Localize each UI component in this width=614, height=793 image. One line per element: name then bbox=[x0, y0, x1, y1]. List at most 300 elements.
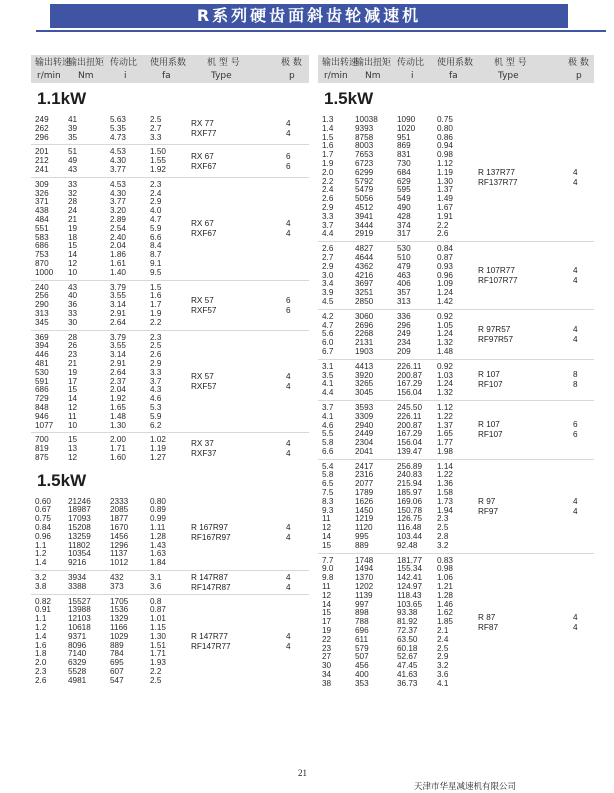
ratio-cell: 530 bbox=[397, 244, 411, 254]
ratio-cell: 3.77 bbox=[110, 197, 126, 207]
torque-cell: 10 bbox=[68, 420, 78, 430]
torque-cell: 5056 bbox=[355, 194, 374, 204]
ratio-cell: 60.18 bbox=[397, 643, 418, 653]
poles-line: 4 bbox=[573, 275, 578, 285]
torque-cell: 18 bbox=[68, 232, 78, 242]
ratio-cell: 2333 bbox=[110, 496, 129, 506]
model-type-line: RXF67 bbox=[191, 161, 217, 171]
speed-cell: 30 bbox=[322, 661, 332, 671]
poles-value bbox=[573, 168, 578, 188]
ratio-cell: 185.97 bbox=[397, 488, 423, 498]
torque-cell: 28 bbox=[68, 332, 78, 342]
ratio-cell: 695 bbox=[110, 658, 124, 668]
speed-cell: 15 bbox=[322, 540, 332, 550]
torque-cell: 39 bbox=[68, 123, 78, 133]
ratio-cell: 103.65 bbox=[397, 599, 423, 609]
model-type bbox=[478, 497, 498, 517]
speed-cell: 1.2 bbox=[35, 549, 47, 559]
factor-cell: 3.3 bbox=[150, 132, 162, 142]
torque-cell: 4512 bbox=[355, 202, 374, 212]
factor-cell: 1.11 bbox=[150, 523, 166, 533]
speed-cell: 0.75 bbox=[35, 514, 51, 524]
factor-cell: 2.1 bbox=[437, 626, 449, 636]
model-type bbox=[191, 523, 231, 543]
factor-cell: 1.42 bbox=[437, 296, 453, 306]
torque-cell: 5479 bbox=[355, 185, 374, 195]
header-poles: 极 数 bbox=[568, 58, 589, 68]
factor-cell: 3.7 bbox=[150, 376, 162, 386]
table-row bbox=[31, 166, 309, 175]
torque-cell: 30 bbox=[68, 317, 78, 327]
speed-cell: 212 bbox=[35, 156, 49, 166]
speed-cell: 2.6 bbox=[35, 675, 47, 685]
torque-cell: 4362 bbox=[355, 261, 374, 271]
factor-cell: 4.3 bbox=[150, 385, 162, 395]
ratio-cell: 406 bbox=[397, 279, 411, 289]
speed-cell: 3.7 bbox=[322, 402, 334, 412]
header-ratio: 传动比 bbox=[110, 58, 138, 68]
torque-cell: 12103 bbox=[68, 614, 91, 624]
poles-value bbox=[573, 613, 578, 633]
model-type-line: RX 37 bbox=[191, 439, 214, 449]
speed-cell: 1.3 bbox=[322, 115, 334, 124]
factor-cell: 9.1 bbox=[150, 258, 162, 268]
ratio-cell: 510 bbox=[397, 252, 411, 262]
torque-cell: 13 bbox=[68, 444, 78, 454]
ratio-cell: 124.97 bbox=[397, 582, 423, 592]
poles-line: 4 bbox=[286, 532, 291, 542]
factor-cell: 1.58 bbox=[437, 488, 453, 498]
torque-cell: 21 bbox=[68, 214, 78, 224]
ratio-cell: 730 bbox=[397, 158, 411, 168]
ratio-cell: 2.54 bbox=[110, 223, 126, 233]
model-group bbox=[31, 144, 309, 176]
factor-cell: 1.73 bbox=[437, 496, 453, 506]
factor-cell: 3.3 bbox=[150, 367, 162, 377]
speed-cell: 12 bbox=[322, 523, 332, 533]
factor-cell: 1.98 bbox=[437, 446, 453, 456]
table-row bbox=[318, 448, 594, 457]
poles-value bbox=[286, 372, 291, 392]
model-type bbox=[478, 370, 503, 390]
torque-cell: 2417 bbox=[355, 461, 374, 471]
speed-cell: 446 bbox=[35, 350, 49, 360]
factor-cell: 1.01 bbox=[150, 614, 166, 624]
ratio-cell: 1020 bbox=[397, 123, 416, 133]
speed-cell: 0.84 bbox=[35, 523, 51, 533]
ratio-cell: 2.64 bbox=[110, 317, 126, 327]
factor-cell: 2.9 bbox=[437, 652, 449, 662]
header-torque: 输出扭矩 bbox=[355, 58, 392, 68]
factor-cell: 5.3 bbox=[150, 402, 162, 412]
ratio-cell: 1296 bbox=[110, 540, 129, 550]
factor-cell: 1.05 bbox=[437, 320, 453, 330]
speed-cell: 6.6 bbox=[322, 446, 334, 456]
poles-value bbox=[286, 296, 291, 316]
model-group bbox=[31, 280, 309, 330]
speed-cell: 3.3 bbox=[322, 211, 334, 221]
ratio-cell: 81.92 bbox=[397, 617, 418, 627]
model-type-line: RX 67 bbox=[191, 151, 214, 161]
speed-cell: 9.8 bbox=[322, 573, 334, 583]
speed-cell: 5.8 bbox=[322, 470, 334, 480]
speed-cell: 4.6 bbox=[322, 420, 334, 430]
ratio-cell: 951 bbox=[397, 132, 411, 142]
factor-cell: 9.5 bbox=[150, 267, 162, 277]
speed-cell: 3.7 bbox=[322, 220, 334, 230]
model-type bbox=[478, 168, 518, 188]
ratio-cell: 3.77 bbox=[110, 164, 126, 174]
model-group bbox=[318, 553, 594, 691]
ratio-cell: 215.94 bbox=[397, 479, 423, 489]
factor-cell: 0.98 bbox=[437, 150, 453, 160]
speed-cell: 1.1 bbox=[35, 614, 47, 624]
torque-cell: 3444 bbox=[355, 220, 374, 230]
header-speed: 输出转速 bbox=[35, 58, 72, 68]
speed-cell: 5.4 bbox=[322, 461, 334, 471]
speed-cell: 875 bbox=[35, 452, 49, 462]
header-type-unit: Type bbox=[211, 71, 232, 81]
speed-cell: 1.4 bbox=[35, 631, 47, 641]
torque-cell: 7140 bbox=[68, 649, 87, 659]
ratio-cell: 226.11 bbox=[397, 411, 422, 421]
speed-cell: 12 bbox=[322, 590, 332, 600]
factor-cell: 6.2 bbox=[150, 420, 162, 430]
factor-cell: 1.27 bbox=[150, 452, 166, 462]
torque-cell: 2041 bbox=[355, 446, 374, 456]
speed-cell: 2.7 bbox=[322, 252, 334, 262]
poles-line: 4 bbox=[573, 265, 578, 275]
poles-line: 6 bbox=[286, 295, 291, 305]
speed-cell: 394 bbox=[35, 341, 49, 351]
torque-cell: 41 bbox=[68, 115, 78, 124]
speed-cell: 1.4 bbox=[35, 558, 47, 568]
factor-cell: 1.50 bbox=[150, 147, 166, 157]
speed-cell: 2.6 bbox=[322, 194, 334, 204]
torque-cell: 36 bbox=[68, 300, 78, 310]
speed-cell: 14 bbox=[322, 599, 332, 609]
ratio-cell: 595 bbox=[397, 185, 411, 195]
model-group bbox=[31, 330, 309, 433]
ratio-cell: 428 bbox=[397, 211, 411, 221]
factor-cell: 8.4 bbox=[150, 241, 162, 251]
speed-cell: 3.4 bbox=[322, 279, 334, 289]
speed-cell: 753 bbox=[35, 250, 49, 260]
torque-cell: 6299 bbox=[355, 167, 374, 177]
factor-cell: 0.93 bbox=[437, 261, 453, 271]
table-row bbox=[31, 269, 309, 278]
torque-cell: 579 bbox=[355, 643, 369, 653]
model-group bbox=[318, 309, 594, 359]
speed-cell: 22 bbox=[322, 634, 332, 644]
torque-cell: 2131 bbox=[355, 338, 374, 348]
factor-cell: 2.2 bbox=[150, 667, 162, 677]
torque-cell: 51 bbox=[68, 147, 78, 157]
ratio-cell: 245.50 bbox=[397, 402, 423, 412]
factor-cell: 2.5 bbox=[150, 115, 162, 124]
speed-cell: 6.5 bbox=[322, 479, 334, 489]
table-row bbox=[31, 422, 309, 431]
ratio-cell: 1456 bbox=[110, 531, 129, 541]
factor-cell: 2.5 bbox=[150, 675, 162, 685]
ratio-cell: 336 bbox=[397, 311, 411, 321]
poles-value bbox=[573, 266, 578, 286]
model-type-line: RXF67 bbox=[191, 229, 217, 239]
factor-cell: 3.1 bbox=[150, 573, 162, 583]
header-model: 机 型 号 bbox=[207, 58, 240, 68]
speed-cell: 0.82 bbox=[35, 596, 51, 606]
torque-cell: 35 bbox=[68, 132, 78, 142]
model-type-line: RF147R77 bbox=[191, 641, 231, 651]
factor-cell: 1.19 bbox=[150, 444, 166, 454]
model-type-line: RF147R87 bbox=[191, 582, 231, 592]
factor-cell: 0.92 bbox=[437, 361, 453, 371]
speed-cell: 313 bbox=[35, 308, 49, 318]
table-row bbox=[31, 583, 309, 592]
model-type-line: RXF77 bbox=[191, 129, 217, 139]
poles-line: 4 bbox=[286, 449, 291, 459]
header-speed-unit: r/min bbox=[324, 71, 348, 81]
ratio-cell: 92.48 bbox=[397, 540, 418, 550]
table-row bbox=[31, 319, 309, 328]
poles-line: 6 bbox=[286, 305, 291, 315]
model-group bbox=[31, 113, 309, 144]
model-type-line: RF107 bbox=[478, 430, 503, 440]
model-type-line: R 107R77 bbox=[478, 265, 515, 275]
torque-cell: 15527 bbox=[68, 596, 91, 606]
model-type bbox=[191, 119, 216, 139]
ratio-cell: 47.45 bbox=[397, 661, 418, 671]
ratio-cell: 126.75 bbox=[397, 514, 423, 524]
speed-cell: 17 bbox=[322, 617, 332, 627]
ratio-cell: 93.38 bbox=[397, 608, 418, 618]
model-type-line: RXF57 bbox=[191, 305, 217, 315]
table-row bbox=[318, 542, 594, 551]
table-row bbox=[31, 134, 309, 143]
factor-cell: 0.98 bbox=[437, 564, 453, 574]
poles-value bbox=[286, 573, 291, 593]
factor-cell: 0.8 bbox=[150, 596, 162, 606]
factor-cell: 2.5 bbox=[437, 523, 449, 533]
ratio-cell: 1090 bbox=[397, 115, 416, 124]
header-factor: 使用系数 bbox=[437, 58, 474, 68]
ratio-cell: 200.87 bbox=[397, 370, 423, 380]
factor-cell: 4.6 bbox=[150, 394, 162, 404]
ratio-cell: 4.53 bbox=[110, 179, 126, 189]
ratio-cell: 1.48 bbox=[110, 411, 126, 421]
model-type-line: RX 57 bbox=[191, 371, 214, 381]
header-torque-unit: Nm bbox=[365, 71, 381, 81]
speed-cell: 5.6 bbox=[322, 329, 334, 339]
ratio-cell: 3.79 bbox=[110, 332, 126, 342]
torque-cell: 49 bbox=[68, 156, 78, 166]
page-title: R系列硬齿面斜齿轮减速机 bbox=[50, 4, 568, 28]
torque-cell: 12 bbox=[68, 258, 78, 268]
torque-cell: 33 bbox=[68, 179, 78, 189]
factor-cell: 1.37 bbox=[437, 185, 453, 195]
factor-cell: 1.92 bbox=[150, 164, 166, 174]
speed-cell: 290 bbox=[35, 300, 49, 310]
ratio-cell: 155.34 bbox=[397, 564, 423, 574]
ratio-cell: 150.78 bbox=[397, 505, 423, 515]
factor-cell: 1.51 bbox=[150, 640, 166, 650]
model-group bbox=[318, 359, 594, 400]
model-group bbox=[318, 113, 594, 241]
ratio-cell: 5.63 bbox=[110, 115, 126, 124]
power-section bbox=[31, 89, 309, 465]
factor-cell: 3.6 bbox=[437, 670, 449, 680]
poles-line: 4 bbox=[286, 572, 291, 582]
ratio-cell: 607 bbox=[110, 667, 124, 677]
table-header bbox=[318, 55, 594, 83]
factor-cell: 2.3 bbox=[437, 514, 449, 524]
poles-value bbox=[573, 325, 578, 345]
torque-cell: 15 bbox=[68, 385, 78, 395]
table-row bbox=[318, 348, 594, 357]
ratio-cell: 226.11 bbox=[397, 361, 422, 371]
factor-cell: 1.22 bbox=[437, 470, 453, 480]
speed-cell: 0.60 bbox=[35, 496, 51, 506]
speed-cell: 4.7 bbox=[322, 320, 334, 330]
factor-cell: 2.4 bbox=[437, 634, 449, 644]
speed-cell: 11 bbox=[322, 582, 331, 592]
torque-cell: 3920 bbox=[355, 370, 374, 380]
ratio-cell: 1.71 bbox=[110, 444, 126, 454]
speed-cell: 326 bbox=[35, 188, 49, 198]
header-torque-unit: Nm bbox=[78, 71, 94, 81]
torque-cell: 19 bbox=[68, 367, 78, 377]
torque-cell: 11802 bbox=[68, 540, 91, 550]
ratio-cell: 256.89 bbox=[397, 461, 423, 471]
left-table bbox=[31, 55, 309, 688]
speed-cell: 3.8 bbox=[35, 581, 47, 591]
table-row bbox=[31, 677, 309, 686]
factor-cell: 1.06 bbox=[437, 573, 453, 583]
torque-cell: 4827 bbox=[355, 244, 374, 254]
poles-line: 4 bbox=[286, 119, 291, 129]
ratio-cell: 2.91 bbox=[110, 308, 126, 318]
factor-cell: 1.93 bbox=[150, 658, 166, 668]
speed-cell: 7.7 bbox=[322, 555, 334, 565]
ratio-cell: 169.06 bbox=[397, 496, 423, 506]
factor-cell: 1.94 bbox=[437, 505, 453, 515]
speed-cell: 1.2 bbox=[35, 623, 47, 633]
speed-cell: 819 bbox=[35, 444, 49, 454]
factor-cell: 1.24 bbox=[437, 329, 453, 339]
torque-cell: 2940 bbox=[355, 420, 374, 430]
model-group bbox=[318, 400, 594, 459]
header-ratio-unit: i bbox=[411, 71, 414, 81]
ratio-cell: 479 bbox=[397, 261, 411, 271]
factor-cell: 1.84 bbox=[150, 558, 166, 568]
speed-cell: 240 bbox=[35, 282, 49, 292]
ratio-cell: 4.53 bbox=[110, 147, 126, 157]
torque-cell: 12 bbox=[68, 402, 78, 412]
ratio-cell: 1536 bbox=[110, 605, 129, 615]
ratio-cell: 1670 bbox=[110, 523, 129, 533]
ratio-cell: 3.20 bbox=[110, 206, 126, 216]
torque-cell: 32 bbox=[68, 188, 78, 198]
torque-cell: 1120 bbox=[355, 523, 373, 533]
torque-cell: 1370 bbox=[355, 573, 374, 583]
ratio-cell: 2.64 bbox=[110, 367, 126, 377]
factor-cell: 1.63 bbox=[150, 549, 166, 559]
poles-value bbox=[573, 370, 578, 390]
ratio-cell: 240.83 bbox=[397, 470, 423, 480]
torque-cell: 7653 bbox=[355, 150, 374, 160]
model-type-line: R 107 bbox=[478, 420, 500, 430]
model-type-line: R 87 bbox=[478, 612, 496, 622]
factor-cell: 1.49 bbox=[437, 194, 453, 204]
torque-cell: 23 bbox=[68, 350, 78, 360]
torque-cell: 1789 bbox=[355, 488, 374, 498]
ratio-cell: 200.87 bbox=[397, 420, 423, 430]
ratio-cell: 139.47 bbox=[397, 446, 423, 456]
ratio-cell: 167.29 bbox=[397, 429, 423, 439]
header-ratio-unit: i bbox=[124, 71, 127, 81]
ratio-cell: 118.43 bbox=[397, 590, 422, 600]
torque-cell: 9371 bbox=[68, 631, 87, 641]
ratio-cell: 1012 bbox=[110, 558, 129, 568]
ratio-cell: 2.04 bbox=[110, 241, 126, 251]
ratio-cell: 72.37 bbox=[397, 626, 418, 636]
model-type bbox=[478, 613, 498, 633]
ratio-cell: 2.40 bbox=[110, 232, 126, 242]
torque-cell: 6723 bbox=[355, 158, 374, 168]
factor-cell: 1.15 bbox=[150, 623, 166, 633]
ratio-cell: 3.79 bbox=[110, 282, 126, 292]
speed-cell: 23 bbox=[322, 643, 332, 653]
speed-cell: 4.1 bbox=[322, 411, 334, 421]
model-type-line: RXF37 bbox=[191, 449, 217, 459]
torque-cell: 3045 bbox=[355, 388, 374, 398]
factor-cell: 1.6 bbox=[150, 291, 162, 301]
ratio-cell: 4.30 bbox=[110, 156, 126, 166]
header-ratio: 传动比 bbox=[397, 58, 425, 68]
speed-cell: 2.9 bbox=[322, 261, 334, 271]
table-row bbox=[318, 230, 594, 239]
model-type-line: RF137R77 bbox=[478, 177, 518, 187]
poles-value bbox=[286, 632, 291, 652]
torque-cell: 2316 bbox=[355, 470, 374, 480]
ratio-cell: 1.30 bbox=[110, 420, 126, 430]
ratio-cell: 1.61 bbox=[110, 258, 126, 268]
factor-cell: 1.14 bbox=[437, 461, 453, 471]
ratio-cell: 1.60 bbox=[110, 452, 126, 462]
factor-cell: 1.12 bbox=[437, 158, 453, 168]
factor-cell: 1.19 bbox=[437, 167, 453, 177]
speed-cell: 4.4 bbox=[322, 388, 334, 398]
torque-cell: 1202 bbox=[355, 582, 374, 592]
speed-cell: 686 bbox=[35, 241, 49, 251]
factor-cell: 1.09 bbox=[437, 279, 453, 289]
company-name: 天津市华星减速机有限公司 bbox=[414, 782, 517, 792]
ratio-cell: 36.73 bbox=[397, 678, 418, 688]
model-type-line: RF167R97 bbox=[191, 532, 231, 542]
ratio-cell: 41.63 bbox=[397, 670, 418, 680]
speed-cell: 296 bbox=[35, 132, 49, 142]
torque-cell: 611 bbox=[355, 634, 369, 644]
factor-cell: 2.6 bbox=[150, 350, 162, 360]
torque-cell: 4216 bbox=[355, 270, 374, 280]
ratio-cell: 1.65 bbox=[110, 402, 126, 412]
poles-line: 4 bbox=[573, 506, 578, 516]
factor-cell: 1.67 bbox=[437, 202, 453, 212]
factor-cell: 2.9 bbox=[150, 197, 162, 207]
model-type-line: R 107 bbox=[478, 370, 500, 380]
torque-cell: 8096 bbox=[68, 640, 87, 650]
ratio-cell: 317 bbox=[397, 229, 411, 239]
